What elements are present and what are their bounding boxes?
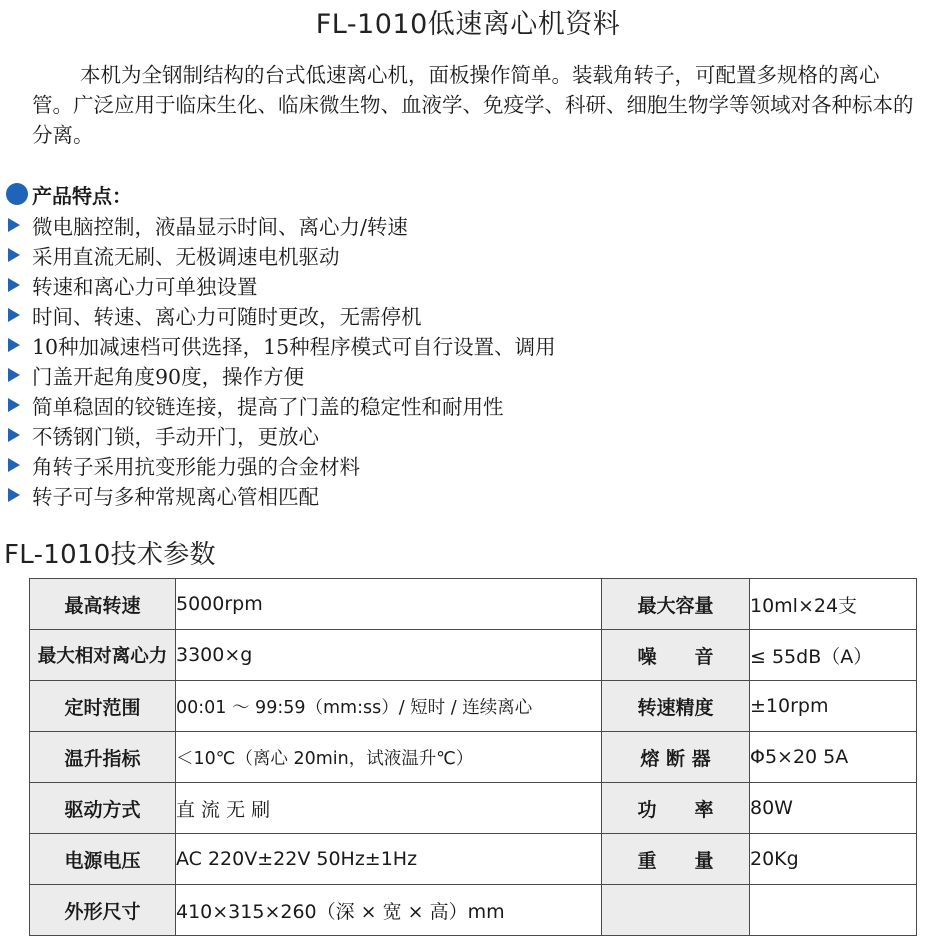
feature-item: 时间、转速、离心力可随时更改，无需停机 xyxy=(6,300,556,330)
triangle-bullet-icon xyxy=(8,308,20,322)
feature-item: 简单稳固的铰链连接，提高了门盖的稳定性和耐用性 xyxy=(6,390,556,420)
spec-label: 温升指标 xyxy=(30,732,176,783)
features-heading-label: 产品特点： xyxy=(32,183,132,208)
spec-value: ≤ 55dB（A） xyxy=(750,630,917,681)
feature-item: 转子可与多种常规离心管相匹配 xyxy=(6,480,556,510)
triangle-bullet-icon xyxy=(8,218,20,232)
feature-item: 转速和离心力可单独设置 xyxy=(6,270,556,300)
spec-value: 3300×g xyxy=(176,630,602,681)
spec-value: 直 流 无 刷 xyxy=(176,783,602,834)
specs-title: FL-1010技术参数 xyxy=(4,540,216,570)
spec-label: 最大容量 xyxy=(602,579,750,630)
feature-item: 门盖开起角度90度，操作方便 xyxy=(6,360,556,390)
spec-value: 5000rpm xyxy=(176,579,602,630)
table-row xyxy=(30,885,917,936)
spec-value: ＜10℃（离心 20min，试液温升℃） xyxy=(176,732,602,783)
feature-item: 不锈钢门锁，手动开门，更放心 xyxy=(6,420,556,450)
table-row xyxy=(30,681,917,732)
triangle-bullet-icon xyxy=(8,248,20,262)
page-title: FL-1010低速离心机资料 xyxy=(315,9,621,40)
spec-value: 10ml×24支 xyxy=(750,579,917,630)
spec-label: 最高转速 xyxy=(30,579,176,630)
bullet-dot-icon xyxy=(6,183,28,205)
table-row xyxy=(30,783,917,834)
triangle-bullet-icon xyxy=(8,488,20,502)
spec-label: 定时范围 xyxy=(30,681,176,732)
feature-item: 角转子采用抗变形能力强的合金材料 xyxy=(6,450,556,480)
spec-value: Φ5×20 5A xyxy=(750,732,917,783)
spec-label: 噪 音 xyxy=(602,630,750,681)
features-heading xyxy=(6,180,132,208)
spec-label: 驱动方式 xyxy=(30,783,176,834)
spec-label: 熔 断 器 xyxy=(602,732,750,783)
table-row xyxy=(30,630,917,681)
features-list xyxy=(6,210,556,510)
triangle-bullet-icon xyxy=(8,278,20,292)
spec-label: 转速精度 xyxy=(602,681,750,732)
table-row xyxy=(30,732,917,783)
spec-value-empty xyxy=(750,885,917,936)
spec-value: 00:01 ～ 99:59（mm:ss）/ 短时 / 连续离心 xyxy=(176,681,602,732)
spec-label: 重 量 xyxy=(602,834,750,885)
spec-value: 80W xyxy=(750,783,917,834)
triangle-bullet-icon xyxy=(8,338,20,352)
triangle-bullet-icon xyxy=(8,458,20,472)
spec-label: 电源电压 xyxy=(30,834,176,885)
feature-item: 10种加减速档可供选择，15种程序模式可自行设置、调用 xyxy=(6,330,556,360)
table-row xyxy=(30,579,917,630)
spec-value: AC 220V±22V 50Hz±1Hz xyxy=(176,834,602,885)
spec-label-empty xyxy=(602,885,750,936)
table-row xyxy=(30,834,917,885)
triangle-bullet-icon xyxy=(8,428,20,442)
spec-label: 外形尺寸 xyxy=(30,885,176,936)
spec-label: 最大相对离心力 xyxy=(30,630,176,681)
spec-value: ±10rpm xyxy=(750,681,917,732)
spec-label: 功 率 xyxy=(602,783,750,834)
feature-item: 采用直流无刷、无极调速电机驱动 xyxy=(6,240,556,270)
triangle-bullet-icon xyxy=(8,398,20,412)
spec-value: 410×315×260（深 × 宽 × 高）mm xyxy=(176,885,602,936)
specs-table xyxy=(29,578,917,936)
triangle-bullet-icon xyxy=(8,368,20,382)
feature-item: 微电脑控制，液晶显示时间、离心力/转速 xyxy=(6,210,556,240)
intro-paragraph: 本机为全钢制结构的台式低速离心机，面板操作简单。装载角转子，可配置多规格的离心管。广泛应用于临床生化、临床微生物、血液学、免疫学、科研、细胞生物学等领域对各种标本的分离。 xyxy=(32,63,914,147)
spec-value: 20Kg xyxy=(750,834,917,885)
